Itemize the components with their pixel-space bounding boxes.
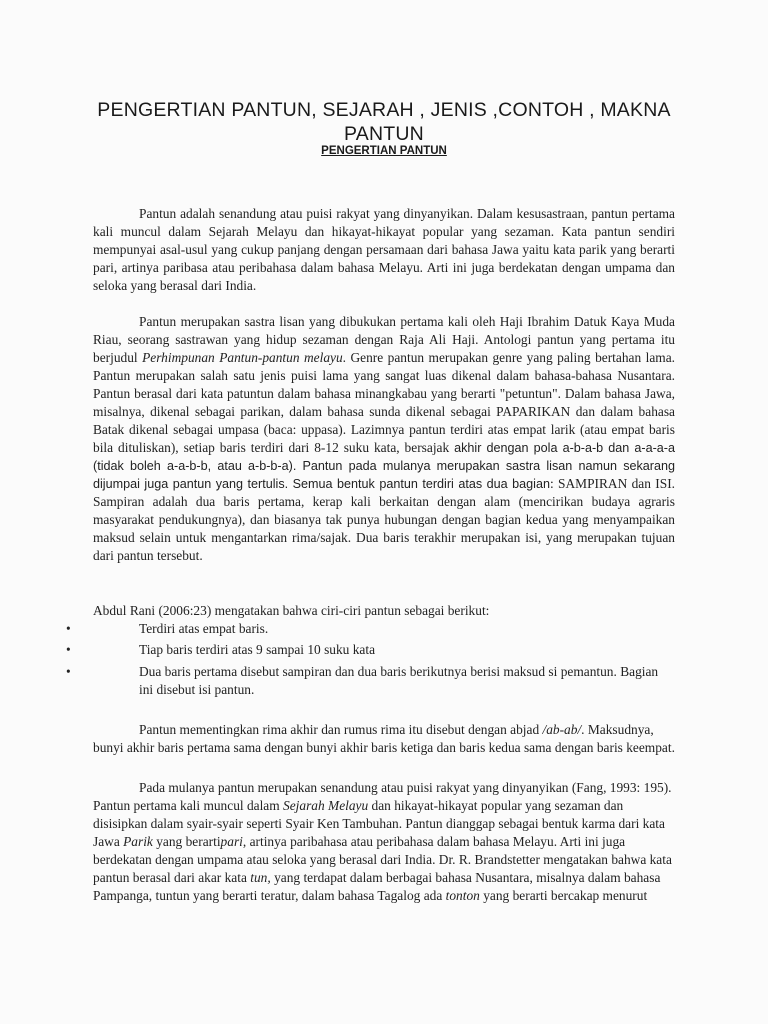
section-heading: PENGERTIAN PANTUN xyxy=(321,145,447,157)
italic-term: pari xyxy=(220,834,243,849)
paragraph-text: . Genre pantun merupakan genre yang paling bertahan lama. Pantun merupakan salah satu jenis puisi lama yang sangat luas dikenal dalam bahasa-bahasa Nusantara. Pantun berasal dari kata patuntun dalam bahasa minangkabau yang berarti "petuntun". Dalam bahasa Jawa, misalnya, dikenal sebagai parikan, dalam bahasa sunda dikenal sebagai PAPARIKAN dan dalam bahasa Batak dikenal sebagai umpasa (baca: uppasa). Lazimnya pantun terdiri atas empat larik (atau empat baris bila dituliskan), setiap baris terdiri dari 8-12 suku kata, bersajak xyxy=(93,350,675,455)
paragraph-text: Pada mulanya pantun merupakan senandung atau puisi rakyat yang dinyanyikan (Fang, 1993: 195). Pantun pertama kali muncul dalam xyxy=(93,780,672,813)
bullet-icon: • xyxy=(66,642,71,657)
paragraph-text: yang terdapat dalam berbagai bahasa Nusantara, misalnya dalam bahasa Pampanga, tuntun yang berarti teratur, dalam bahasa Tagalog ada xyxy=(93,870,661,903)
list-item-text: Terdiri atas empat baris. xyxy=(139,621,269,636)
document-title: PENGERTIAN PANTUN, SEJARAH , JENIS ,CONTOH , MAKNA PANTUN xyxy=(97,99,671,145)
book-title: Perhimpunan Pantun-pantun melayu xyxy=(142,350,343,365)
italic-term: tun, xyxy=(250,870,271,885)
italic-term: Sejarah Melayu xyxy=(283,798,369,813)
paragraph-text: : SAMPIRAN dan ISI. Sampiran adalah dua baris pertama, kerap kali berkaitan dengan alam (mencirikan budaya agraris masyarakat pendukungnya), dan biasanya tak punya hubungan dengan bagian kedua yang menyampaikan maksud selain untuk mengantarkan rima/sajak. Dua baris terakhir merupakan isi, yang merupakan tujuan dari pantun tersebut. xyxy=(93,476,675,563)
paragraph-rhyme xyxy=(93,721,675,757)
paragraph-text: Pantun mementingkan rima akhir dan rumus rima itu disebut dengan abjad xyxy=(139,722,543,737)
paragraph-origin xyxy=(93,779,675,905)
paragraph-text: . Maksudnya, bunyi akhir baris pertama sama dengan bunyi akhir baris ketiga dan baris kedua sama dengan baris keempat. xyxy=(93,722,675,755)
rhyme-pattern: /ab-ab/ xyxy=(542,722,582,737)
italic-term: tonton xyxy=(445,888,480,903)
bullet-icon: • xyxy=(66,621,71,636)
paragraph-text: , artinya paribahasa atau peribahasa dalam bahasa Melayu. Arti ini juga berdekatan dengan umpama atau seloka yang berasal dari India. Dr. R. Brandstetter mengatakan bahwa kata pantun berasal dari akar kata xyxy=(93,834,672,885)
paragraph-text: dan hikayat-hikayat popular yang sezaman dan disisipkan dalam syair-syair seperti Syair Ken Tambuhan. Pantun dianggap sebagai bentuk karma dari kata Jawa xyxy=(93,798,665,849)
paragraph-citation: Abdul Rani (2006:23) mengatakan bahwa ciri-ciri pantun sebagai berikut: xyxy=(93,603,490,618)
paragraph-intro: Pantun adalah senandung atau puisi rakyat yang dinyanyikan. Dalam kesusastraan, pantun pertama kali muncul dalam Sejarah Melayu dan hikayat-hikayat popular yang sezaman. Kata pantun sendiri mempunyai asal-usul yang cukup panjang dengan persamaan dari bahasa Jawa yaitu kata parik yang berarti pari, artinya paribasa atau peribahasa dalam bahasa Melayu. Arti ini juga berdekatan dengan umpama dan seloka yang berasal dari India. xyxy=(93,206,675,293)
paragraph-text-sans: akhir dengan pola a-b-a-b dan a-a-a-a (tidak boleh a-a-b-b, atau a-b-b-a). Pantun pada mulanya merupakan sastra lisan namun sekarang dijumpai juga pantun yang tertulis. Semua bentuk pantun terdiri atas dua bagian xyxy=(93,441,675,491)
paragraph-text: yang berarti xyxy=(152,834,221,849)
list-item-text: Tiap baris terdiri atas 9 sampai 10 suku kata xyxy=(139,642,376,657)
bullet-icon: • xyxy=(66,664,71,679)
paragraph-text: Pantun merupakan sastra lisan yang dibukukan pertama kali oleh Haji Ibrahim Datuk Kaya Muda Riau, seorang sastrawan yang hidup sezaman dengan Raja Ali Haji. Antologi pantun yang pertama itu berjudul xyxy=(93,314,675,365)
paragraph-text: yang berarti bercakap menurut xyxy=(479,888,648,903)
list-item-text: Dua baris pertama disebut sampiran dan dua baris berikutnya berisi maksud si pemantun. Bagian ini disebut isi pantun. xyxy=(139,664,659,697)
paragraph-history xyxy=(93,313,675,565)
italic-term: Parik xyxy=(123,834,153,849)
